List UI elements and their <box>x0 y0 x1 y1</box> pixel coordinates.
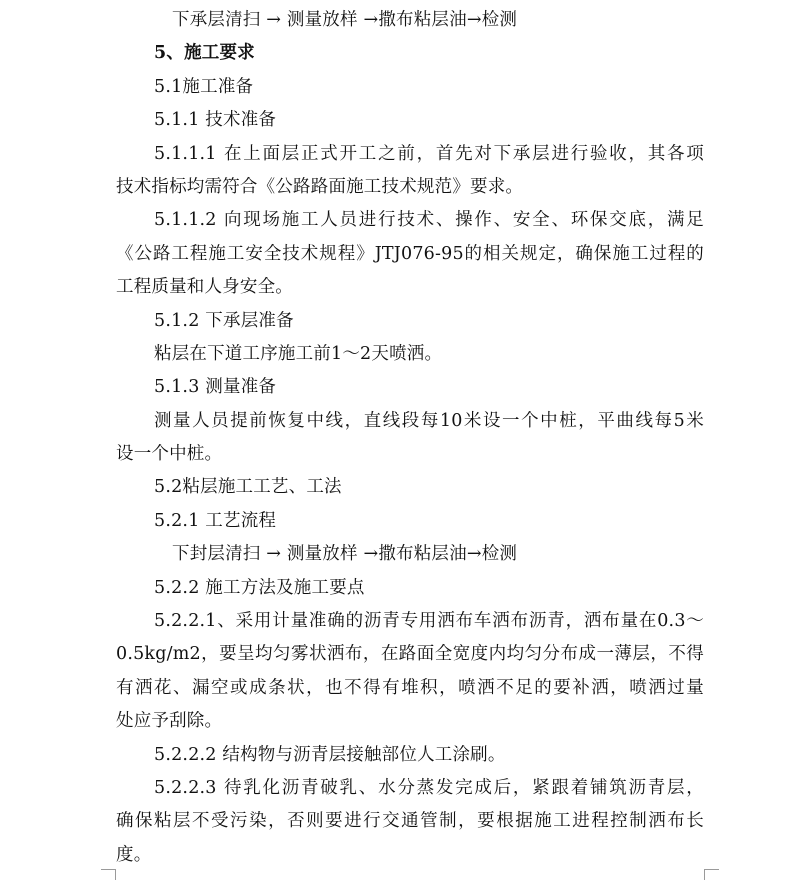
paragraph-line: 0.5kg/m2，要呈均匀雾状洒布，在路面全宽度内均匀分布成一薄层，不得 <box>116 644 704 665</box>
document-body <box>116 4 704 872</box>
paragraph-line: 5.1.1.2 向现场施工人员进行技术、操作、安全、环保交底，满足 <box>154 210 704 231</box>
paragraph-line: 度。 <box>116 844 152 865</box>
subsection-heading: 5.2.2 施工方法及施工要点 <box>154 577 365 598</box>
margin-corner-mark <box>101 869 116 880</box>
subsection-heading: 5.2.1 工艺流程 <box>154 510 277 531</box>
paragraph-line: 5.2.2.2 结构物与沥青层接触部位人工涂刷。 <box>154 744 506 765</box>
paragraph-line: 测量人员提前恢复中线，直线段每10米设一个中桩，平曲线每5米 <box>154 410 704 431</box>
process-flow-line: 下承层清扫 → 测量放样 →撒布粘层油→检测 <box>172 10 518 30</box>
paragraph-line: 《公路工程施工安全技术规程》JTJ076-95的相关规定，确保施工过程的 <box>116 243 704 264</box>
paragraph-line: 5.2.2.3 待乳化沥青破乳、水分蒸发完成后，紧跟着铺筑沥青层， <box>154 777 704 798</box>
subsection-heading: 5.2粘层施工工艺、工法 <box>154 477 342 498</box>
paragraph-line: 5.2.2.1、采用计量准确的沥青专用洒布车洒布沥青，洒布量在0.3～ <box>154 611 704 632</box>
paragraph-line: 有洒花、漏空或成条状，也不得有堆积，喷洒不足的要补洒，喷洒过量 <box>116 677 704 698</box>
section-heading: 5、施工要求 <box>154 43 255 64</box>
paragraph-line: 处应予刮除。 <box>116 711 223 732</box>
subsection-heading: 5.1.2 下承层准备 <box>154 310 294 331</box>
margin-corner-mark <box>704 869 719 880</box>
paragraph-line: 粘层在下道工序施工前1～2天喷洒。 <box>154 343 443 364</box>
subsection-heading: 5.1.1 技术准备 <box>154 110 277 131</box>
process-flow-line: 下封层清扫 → 测量放样 →撒布粘层油→检测 <box>172 544 518 565</box>
paragraph-line: 确保粘层不受污染，否则要进行交通管制，要根据施工进程控制洒布长 <box>116 811 704 832</box>
subsection-heading: 5.1施工准备 <box>154 76 254 97</box>
paragraph-line: 设一个中桩。 <box>116 444 223 465</box>
paragraph-line: 5.1.1.1 在上面层正式开工之前，首先对下承层进行验收，其各项 <box>154 143 704 164</box>
paragraph-line: 工程质量和人身安全。 <box>116 277 293 298</box>
paragraph-line: 技术指标均需符合《公路路面施工技术规范》要求。 <box>116 176 524 197</box>
subsection-heading: 5.1.3 测量准备 <box>154 377 277 398</box>
